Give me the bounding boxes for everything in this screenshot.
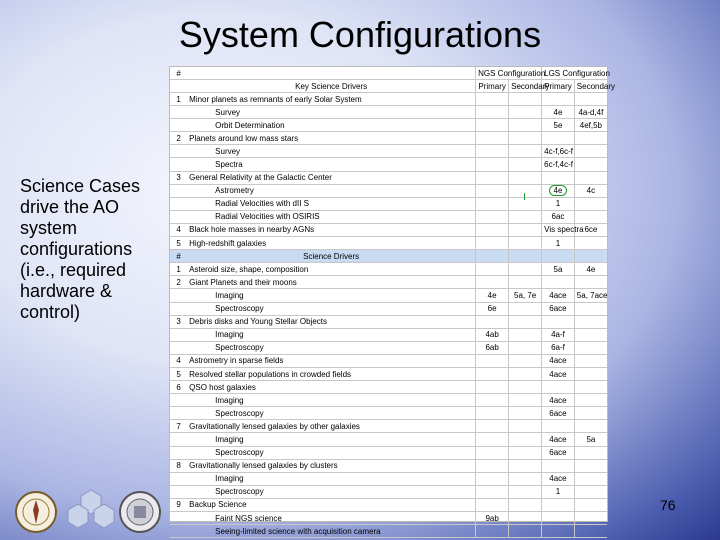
row-number: 4 (170, 223, 187, 236)
institution-seal-logo (118, 490, 162, 534)
row-number: 2 (170, 276, 187, 289)
row-label: Asteroid size, shape, composition (187, 263, 475, 276)
row-label: Imaging (187, 433, 475, 446)
ngs-secondary-cell (509, 407, 542, 420)
row-number (170, 485, 187, 498)
ngs-primary-cell (476, 237, 509, 250)
table-row (170, 367, 607, 380)
row-number (170, 407, 187, 420)
ngs-secondary-cell (509, 223, 542, 236)
row-label: Imaging (187, 472, 475, 485)
ngs-secondary-cell (509, 106, 542, 119)
lgs-secondary-cell (574, 197, 607, 210)
row-number: 1 (170, 263, 187, 276)
row-label: Survey (187, 106, 475, 119)
row-number (170, 197, 187, 210)
lgs-primary-cell: 4ace (542, 472, 575, 485)
lgs-secondary-cell (574, 459, 607, 472)
table-row (170, 498, 607, 511)
lgs-secondary-cell (574, 93, 607, 106)
ngs-secondary-cell (509, 184, 542, 197)
ngs-primary-cell (476, 210, 509, 223)
ngs-primary-cell (476, 119, 509, 132)
lgs-secondary-cell (574, 512, 607, 525)
ngs-secondary-cell (509, 354, 542, 367)
lgs-secondary-cell (574, 394, 607, 407)
table-header-top (170, 67, 607, 80)
lgs-primary-cell: 6ac (542, 210, 575, 223)
row-label: Radial Velocities with OSIRIS (187, 210, 475, 223)
lgs-primary-cell: 6c-f,4c-f (542, 158, 575, 171)
ngs-secondary-cell (509, 433, 542, 446)
lgs-primary-cell (542, 184, 575, 197)
row-label: Spectroscopy (187, 341, 475, 354)
lgs-secondary-cell (574, 407, 607, 420)
section2-blank (574, 250, 607, 263)
lgs-secondary-cell (574, 145, 607, 158)
ngs-secondary-cell (509, 145, 542, 158)
table-row (170, 237, 607, 250)
header-num: # (170, 67, 187, 80)
header-lgs: LGS Configuration (542, 67, 607, 80)
lgs-secondary-cell (574, 525, 607, 538)
table-row (170, 106, 607, 119)
row-label: Black hole masses in nearby AGNs (187, 223, 475, 236)
table-row (170, 420, 607, 433)
lgs-primary-cell (542, 93, 575, 106)
ngs-primary-cell: 6ab (476, 341, 509, 354)
lgs-primary-cell: 5a (542, 263, 575, 276)
lgs-primary-cell: 6ace (542, 446, 575, 459)
lgs-secondary-cell (574, 420, 607, 433)
table-row (170, 289, 607, 302)
table-header-sub (170, 80, 607, 93)
row-number (170, 446, 187, 459)
table-row (170, 210, 607, 223)
row-label: Imaging (187, 394, 475, 407)
section2-title: Science Drivers (187, 250, 475, 263)
row-number: 4 (170, 354, 187, 367)
lgs-primary-cell (542, 459, 575, 472)
lgs-primary-cell: 6ace (542, 407, 575, 420)
row-number (170, 512, 187, 525)
highlight-stem (524, 193, 525, 200)
lgs-primary-cell (542, 171, 575, 184)
page-number: 76 (660, 497, 676, 513)
table-row (170, 197, 607, 210)
row-label: Seeing-limited science with acquisition camera (187, 525, 475, 538)
row-label: Imaging (187, 289, 475, 302)
ngs-primary-cell (476, 171, 509, 184)
ngs-secondary-cell (509, 93, 542, 106)
section2-blank (476, 250, 509, 263)
header-ngs-primary: Primary (476, 80, 509, 93)
ngs-primary-cell (476, 420, 509, 433)
row-number (170, 302, 187, 315)
lgs-primary-cell (542, 498, 575, 511)
row-label: Astrometry (187, 184, 475, 197)
table-row (170, 171, 607, 184)
table-row (170, 145, 607, 158)
table-row (170, 354, 607, 367)
ngs-secondary-cell (509, 171, 542, 184)
row-label: Spectroscopy (187, 302, 475, 315)
ngs-primary-cell (476, 106, 509, 119)
header-key-drivers: Key Science Drivers (187, 80, 475, 93)
lgs-primary-cell: 4ace (542, 354, 575, 367)
science-drivers-header (170, 250, 607, 263)
ngs-primary-cell: 4e (476, 289, 509, 302)
lgs-primary-cell (542, 276, 575, 289)
ngs-primary-cell (476, 276, 509, 289)
lgs-secondary-cell: 4c (574, 184, 607, 197)
ngs-primary-cell (476, 184, 509, 197)
row-label: Debris disks and Young Stellar Objects (187, 315, 475, 328)
side-caption: Science Cases drive the AO system configurations (i.e., required hardware & control) (20, 176, 141, 322)
section2-blank (509, 250, 542, 263)
ngs-primary-cell (476, 459, 509, 472)
lgs-secondary-cell (574, 302, 607, 315)
row-number: 8 (170, 459, 187, 472)
table-row (170, 119, 607, 132)
row-label: Imaging (187, 328, 475, 341)
lgs-secondary-cell: 4a-d,4f (574, 106, 607, 119)
row-label: Spectroscopy (187, 485, 475, 498)
table-row (170, 512, 607, 525)
header-lgs-secondary: Secondary (574, 80, 607, 93)
row-label: Survey (187, 145, 475, 158)
row-label: Minor planets as remnants of early Solar System (187, 93, 475, 106)
lgs-primary-cell: 4ace (542, 433, 575, 446)
row-number: 5 (170, 237, 187, 250)
config-table (170, 67, 616, 538)
row-number: 2 (170, 132, 187, 145)
header-blank (187, 67, 475, 80)
ngs-secondary-cell (509, 197, 542, 210)
lgs-secondary-cell: 5a (574, 433, 607, 446)
row-label: Giant Planets and their moons (187, 276, 475, 289)
row-number (170, 210, 187, 223)
lgs-primary-cell (542, 315, 575, 328)
ngs-secondary-cell (509, 512, 542, 525)
ngs-primary-cell (476, 223, 509, 236)
row-label: Faint NGS science (187, 512, 475, 525)
row-number: 1 (170, 93, 187, 106)
row-label: Orbit Determination (187, 119, 475, 132)
row-number (170, 433, 187, 446)
lgs-primary-cell (542, 420, 575, 433)
row-number: 3 (170, 171, 187, 184)
ngs-secondary-cell (509, 263, 542, 276)
lgs-primary-cell: 1 (542, 197, 575, 210)
lgs-secondary-cell (574, 354, 607, 367)
row-number (170, 106, 187, 119)
ngs-secondary-cell (509, 525, 542, 538)
table-row (170, 328, 607, 341)
ngs-primary-cell (476, 433, 509, 446)
ngs-primary-cell (476, 472, 509, 485)
lgs-primary-cell (542, 525, 575, 538)
lgs-primary-cell (542, 512, 575, 525)
ngs-primary-cell (476, 394, 509, 407)
lgs-secondary-cell (574, 315, 607, 328)
ngs-primary-cell (476, 315, 509, 328)
row-number (170, 145, 187, 158)
ngs-secondary-cell (509, 446, 542, 459)
ngs-primary-cell: 4ab (476, 328, 509, 341)
lgs-secondary-cell: 6ce (574, 223, 607, 236)
ngs-secondary-cell (509, 158, 542, 171)
header-lgs-primary: Primary (542, 80, 575, 93)
lgs-secondary-cell: 4ef,5b (574, 119, 607, 132)
lgs-primary-cell: 4ace (542, 394, 575, 407)
lgs-primary-cell: 6a-f (542, 341, 575, 354)
table-row (170, 263, 607, 276)
lgs-secondary-cell: 5a, 7ace (574, 289, 607, 302)
row-label: General Relativity at the Galactic Center (187, 171, 475, 184)
row-number (170, 394, 187, 407)
ngs-primary-cell (476, 354, 509, 367)
row-number (170, 158, 187, 171)
row-label: Radial Velocities with dII S (187, 197, 475, 210)
ngs-primary-cell (476, 132, 509, 145)
row-label: High-redshift galaxies (187, 237, 475, 250)
ngs-secondary-cell (509, 119, 542, 132)
lgs-secondary-cell (574, 132, 607, 145)
lgs-secondary-cell (574, 367, 607, 380)
ngs-secondary-cell (509, 237, 542, 250)
table-row (170, 459, 607, 472)
ngs-primary-cell (476, 263, 509, 276)
lgs-secondary-cell (574, 158, 607, 171)
ngs-primary-cell (476, 446, 509, 459)
slide-title: System Configurations (178, 14, 542, 55)
lgs-secondary-cell (574, 341, 607, 354)
lgs-secondary-cell (574, 276, 607, 289)
table-row (170, 302, 607, 315)
row-number: 5 (170, 367, 187, 380)
ngs-secondary-cell (509, 459, 542, 472)
table-row (170, 394, 607, 407)
lgs-primary-cell: 5e (542, 119, 575, 132)
row-number: 7 (170, 420, 187, 433)
header-ngs-secondary: Secondary (509, 80, 542, 93)
ngs-primary-cell: 6e (476, 302, 509, 315)
row-number (170, 119, 187, 132)
ngs-secondary-cell (509, 132, 542, 145)
ngs-primary-cell (476, 145, 509, 158)
row-label: QSO host galaxies (187, 381, 475, 394)
lgs-secondary-cell (574, 446, 607, 459)
row-label: Resolved stellar populations in crowded fields (187, 367, 475, 380)
table-row (170, 276, 607, 289)
ngs-secondary-cell: 5a, 7e (509, 289, 542, 302)
lgs-secondary-cell (574, 381, 607, 394)
ngs-primary-cell (476, 93, 509, 106)
row-number: 3 (170, 315, 187, 328)
ngs-primary-cell (476, 525, 509, 538)
ngs-secondary-cell (509, 498, 542, 511)
row-number (170, 289, 187, 302)
ngs-primary-cell: 9ab (476, 512, 509, 525)
ngs-secondary-cell (509, 276, 542, 289)
lgs-primary-cell: 4a-f (542, 328, 575, 341)
lgs-primary-cell: 4c-f,6c-f (542, 145, 575, 158)
row-label: Astrometry in sparse fields (187, 354, 475, 367)
row-number: 9 (170, 498, 187, 511)
lgs-secondary-cell (574, 171, 607, 184)
row-label: Gravitationally lensed galaxies by clusters (187, 459, 475, 472)
lgs-primary-cell: 4ace (542, 367, 575, 380)
ngs-primary-cell (476, 158, 509, 171)
ngs-secondary-cell (509, 302, 542, 315)
row-label: Backup Science (187, 498, 475, 511)
row-label: Spectroscopy (187, 446, 475, 459)
lgs-secondary-cell (574, 485, 607, 498)
table-row (170, 132, 607, 145)
ngs-secondary-cell (509, 210, 542, 223)
ngs-secondary-cell (509, 328, 542, 341)
config-table-panel (170, 67, 616, 536)
lgs-secondary-cell (574, 210, 607, 223)
ngs-primary-cell (476, 485, 509, 498)
table-row (170, 407, 607, 420)
table-row (170, 485, 607, 498)
lgs-primary-cell: Vis spectra (542, 223, 575, 236)
ngs-secondary-cell (509, 485, 542, 498)
table-row (170, 446, 607, 459)
row-label: Spectroscopy (187, 407, 475, 420)
lgs-primary-cell: 6ace (542, 302, 575, 315)
ngs-secondary-cell (509, 472, 542, 485)
ngs-secondary-cell (509, 394, 542, 407)
lgs-primary-cell: 1 (542, 237, 575, 250)
ngs-secondary-cell (509, 341, 542, 354)
lgs-primary-cell: 4ace (542, 289, 575, 302)
row-number (170, 341, 187, 354)
table-row (170, 315, 607, 328)
ngs-primary-cell (476, 381, 509, 394)
ngs-primary-cell (476, 407, 509, 420)
row-label: Spectra (187, 158, 475, 171)
table-row (170, 184, 607, 197)
lgs-secondary-cell: 4e (574, 263, 607, 276)
section2-blank (542, 250, 575, 263)
row-number (170, 525, 187, 538)
section2-num: # (170, 250, 187, 263)
lgs-secondary-cell (574, 237, 607, 250)
row-label: Gravitationally lensed galaxies by other galaxies (187, 420, 475, 433)
table-row (170, 93, 607, 106)
lgs-secondary-cell (574, 498, 607, 511)
lgs-primary-cell: 4e (542, 106, 575, 119)
row-label: Planets around low mass stars (187, 132, 475, 145)
ngs-secondary-cell (509, 315, 542, 328)
lgs-secondary-cell (574, 328, 607, 341)
table-row (170, 223, 607, 236)
table-row (170, 472, 607, 485)
row-number (170, 184, 187, 197)
lgs-primary-cell: 1 (542, 485, 575, 498)
lgs-primary-cell (542, 381, 575, 394)
header-sub-num (170, 80, 187, 93)
hex-mirror-logo (66, 488, 116, 532)
university-seal-logo (14, 490, 58, 534)
header-ngs: NGS Configuration (476, 67, 542, 80)
lgs-secondary-cell (574, 472, 607, 485)
row-number (170, 472, 187, 485)
highlight-circle: 4e (549, 185, 568, 196)
ngs-primary-cell (476, 367, 509, 380)
lgs-primary-cell (542, 132, 575, 145)
table-row (170, 341, 607, 354)
ngs-secondary-cell (509, 367, 542, 380)
table-row (170, 158, 607, 171)
ngs-primary-cell (476, 197, 509, 210)
ngs-primary-cell (476, 498, 509, 511)
row-number: 6 (170, 381, 187, 394)
table-row (170, 433, 607, 446)
table-row (170, 525, 607, 538)
ngs-secondary-cell (509, 420, 542, 433)
ngs-secondary-cell (509, 381, 542, 394)
table-row (170, 381, 607, 394)
row-number (170, 328, 187, 341)
